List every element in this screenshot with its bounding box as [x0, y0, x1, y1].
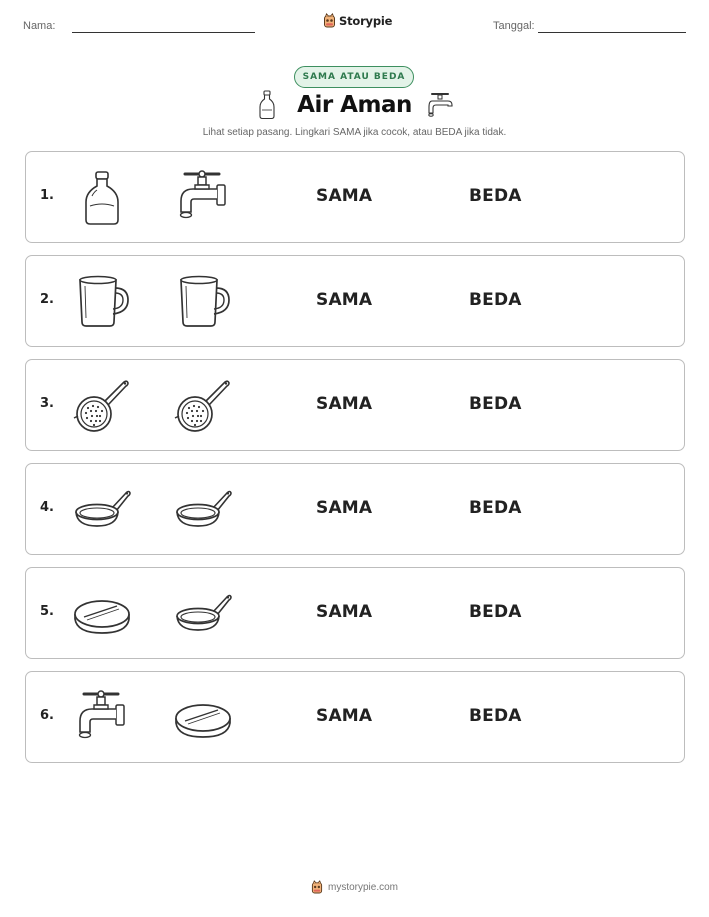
option-sama[interactable]: SAMA	[316, 602, 373, 622]
row-number: 2.	[40, 292, 54, 307]
faucet-icon	[72, 688, 132, 748]
strainer-icon	[173, 376, 233, 436]
name-label: Nama:	[23, 20, 56, 32]
instructions-text: Lihat setiap pasang. Lingkari SAMA jika cocok, atau BEDA jika tidak.	[202, 127, 507, 138]
mug-icon	[72, 272, 132, 332]
pair-row	[25, 359, 685, 451]
name-line[interactable]	[72, 32, 255, 33]
pan-icon	[173, 584, 233, 644]
storypie-mascot-icon	[311, 880, 323, 894]
lid-icon	[173, 688, 233, 748]
footer-site: mystorypie.com	[327, 881, 398, 893]
worksheet-title: Air Aman	[297, 92, 412, 118]
lid-icon	[72, 584, 132, 644]
strainer-icon	[72, 376, 132, 436]
option-sama[interactable]: SAMA	[316, 290, 373, 310]
pan-icon	[72, 480, 132, 540]
pair-row	[25, 567, 685, 659]
brand-name: Storypie	[339, 13, 393, 28]
option-beda[interactable]: BEDA	[469, 602, 522, 622]
pair-row	[25, 255, 685, 347]
pair-row	[25, 463, 685, 555]
option-beda[interactable]: BEDA	[469, 186, 522, 206]
option-sama[interactable]: SAMA	[316, 394, 373, 414]
option-sama[interactable]: SAMA	[316, 186, 373, 206]
row-number: 6.	[40, 708, 54, 723]
option-sama[interactable]: SAMA	[316, 706, 373, 726]
row-number: 1.	[40, 188, 54, 203]
option-beda[interactable]: BEDA	[469, 394, 522, 414]
row-number: 5.	[40, 604, 54, 619]
bottle-icon	[72, 168, 132, 228]
option-beda[interactable]: BEDA	[469, 498, 522, 518]
faucet-icon	[428, 91, 456, 119]
faucet-icon	[173, 168, 233, 228]
pan-icon	[173, 480, 233, 540]
activity-badge: SAMA ATAU BEDA	[294, 66, 414, 88]
row-number: 3.	[40, 396, 54, 411]
date-label: Tanggal:	[493, 20, 535, 32]
storypie-mascot-icon	[323, 13, 336, 28]
pair-row	[25, 671, 685, 763]
option-beda[interactable]: BEDA	[469, 290, 522, 310]
mug-icon	[173, 272, 233, 332]
footer	[0, 880, 709, 894]
brand-logo	[323, 13, 392, 28]
row-number: 4.	[40, 500, 54, 515]
option-beda[interactable]: BEDA	[469, 706, 522, 726]
option-sama[interactable]: SAMA	[316, 498, 373, 518]
date-line[interactable]	[538, 32, 686, 33]
pair-row	[25, 151, 685, 243]
